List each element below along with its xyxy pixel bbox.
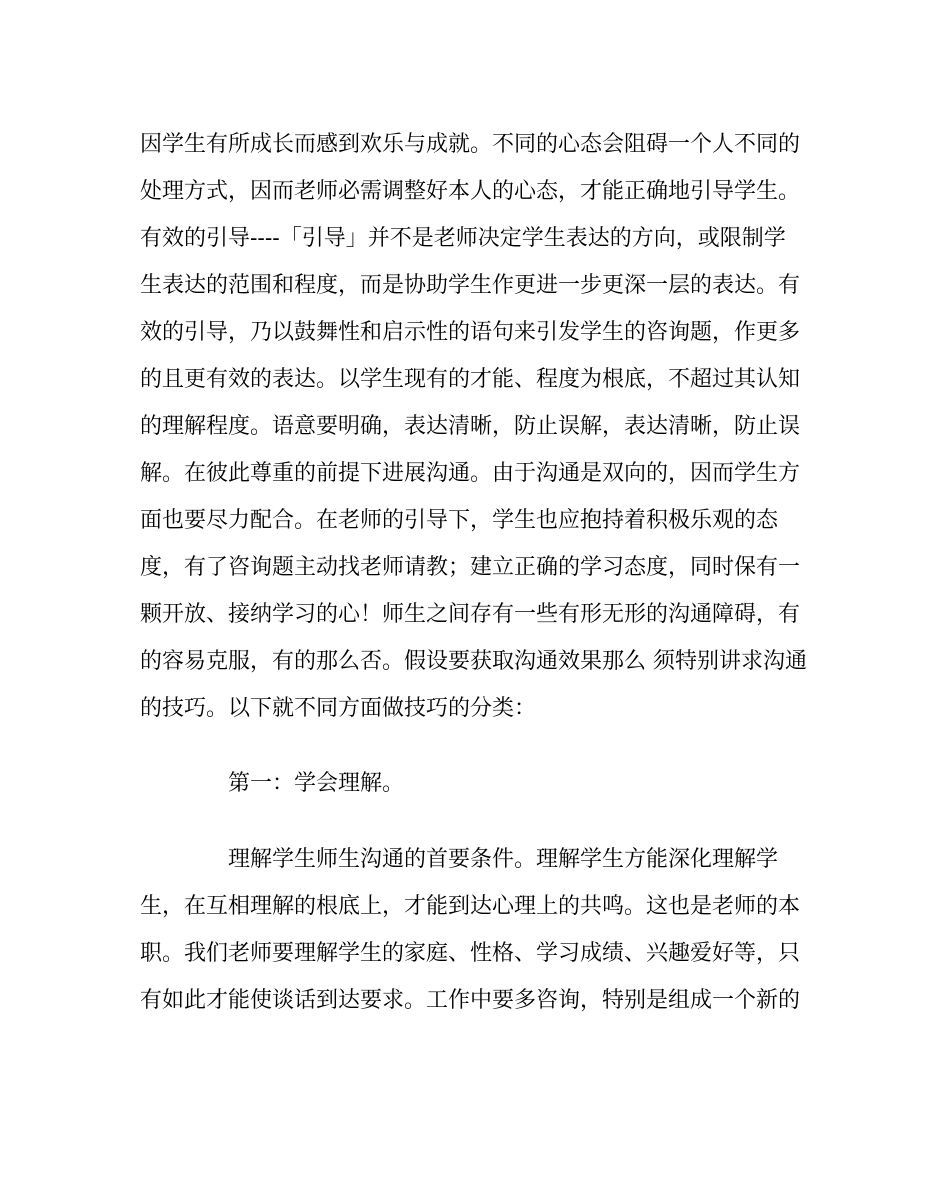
text-line: 理解学生师生沟通的首要条件。理解学生方能深化理解学 [228,847,779,872]
text-line: 职。我们老师要理解学生的家庭、性格、学习成绩、兴趣爱好等，只 [140,941,801,966]
text-line: 的技巧。以下就不同方面做技巧的分类： [140,696,537,721]
text-line: 因学生有所成长而感到欢乐与成就。不同的心态会阻碍一个人不同的 [140,132,801,157]
text-line: 颗开放、接纳学习的心！师生之间存有一些有形无形的沟通障碍，有 [140,602,801,627]
text-line: 效的引导，乃以鼓舞性和启示性的语句来引发学生的咨询题，作更多 [140,320,801,345]
text-line: 的容易克服，有的那么否。假设要获取沟通效果那么 须特别讲求沟通 [140,649,807,674]
text-line: 生表达的范围和程度，而是协助学生作更进一步更深一层的表达。有 [140,273,801,298]
text-line: 度，有了咨询题主动找老师请教；建立正确的学习态度，同时保有一 [140,555,801,580]
section-heading: 第一：学会理解。 [228,771,405,796]
text-line: 有效的引导----「引导」并不是老师决定学生表达的方向，或限制学 [140,226,786,251]
text-line: 的且更有效的表达。以学生现有的才能、程度为根底，不超过其认知 [140,367,801,392]
text-line: 的理解程度。语意要明确，表达清晰，防止误解，表达清晰，防止误 [140,414,801,439]
text-line: 处理方式，因而老师必需调整好本人的心态，才能正确地引导学生。 [140,179,801,204]
text-line: 生，在互相理解的根底上，才能到达心理上的共鸣。这也是老师的本 [140,894,801,919]
text-line: 有如此才能使谈话到达要求。工作中要多咨询，特别是组成一个新的 [140,988,801,1013]
text-line: 解。在彼此尊重的前提下进展沟通。由于沟通是双向的，因而学生方 [140,461,801,486]
text-line: 面也要尽力配合。在老师的引导下，学生也应抱持着积极乐观的态 [140,508,779,533]
